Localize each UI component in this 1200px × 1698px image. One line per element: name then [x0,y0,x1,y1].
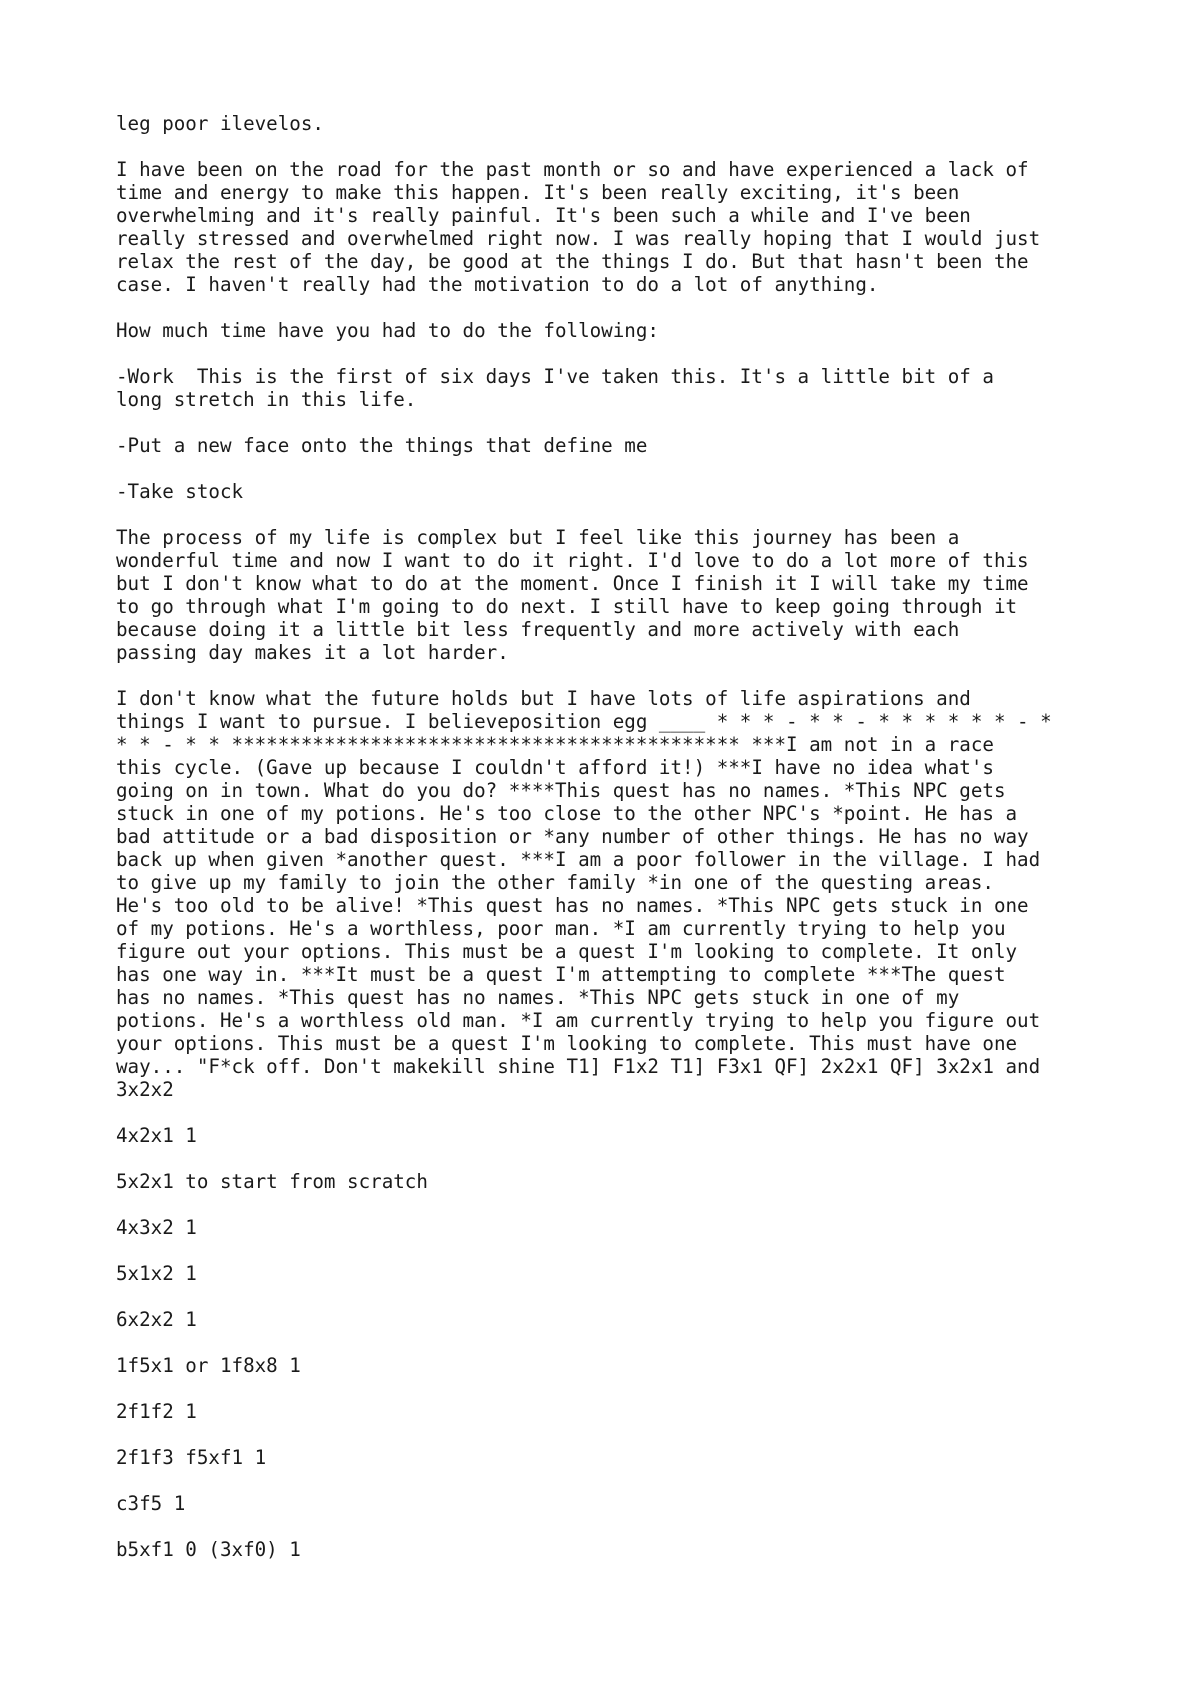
text-line: going on in town. What do you do? ****This quest has no names. *This NPC gets [116,779,1006,802]
text-line: bad attitude or a bad disposition or *any number of other things. He has no way [116,825,1029,848]
text-paragraph [116,434,1116,457]
text-line: stuck in one of my potions. He's too close to the other NPC's *point. He has a [116,802,1018,825]
text-paragraph [116,1538,1116,1561]
text-line: -Work This is the first of six days I've taken this. It's a little bit of a [116,365,994,388]
text-line: this cycle. (Gave up because I couldn't afford it!) ***I have no idea what's [116,756,994,779]
text-line: c3f5 1 [116,1492,186,1515]
text-line: time and energy to make this happen. It's been really exciting, it's been [116,181,960,204]
text-line: b5xf1 0 (3xf0) 1 [116,1538,301,1561]
text-line: of my potions. He's a worthless, poor man. *I am currently trying to help you [116,917,1006,940]
text-paragraph [116,365,1116,411]
text-line: long stretch in this life. [116,388,417,411]
text-line: has one way in. ***It must be a quest I'm attempting to complete ***The quest [116,963,1006,986]
text-paragraph [116,1446,1116,1469]
text-line: potions. He's a worthless old man. *I am currently trying to help you figure out [116,1009,1041,1032]
text-line: 5x2x1 to start from scratch [116,1170,428,1193]
text-line: passing day makes it a lot harder. [116,641,509,664]
text-line: back up when given *another quest. ***I am a poor follower in the village. I had [116,848,1041,871]
text-line: 6x2x2 1 [116,1308,197,1331]
text-line: 3x2x2 [116,1078,174,1101]
text-paragraph [116,1124,1116,1147]
text-paragraph [116,1400,1116,1423]
text-line: The process of my life is complex but I feel like this journey has been a [116,526,960,549]
text-line: relax the rest of the day, be good at the things I do. But that hasn't been the [116,250,1029,273]
text-paragraph [116,1492,1116,1515]
text-line: 1f5x1 or 1f8x8 1 [116,1354,301,1377]
text-line: way... "F*ck off. Don't makekill shine T1] F1x2 T1] F3x1 QF] 2x2x1 QF] 3x2x1 and [116,1055,1041,1078]
document-page [116,112,1116,1584]
text-line: has no names. *This quest has no names. *This NPC gets stuck in one of my [116,986,960,1009]
text-paragraph [116,526,1116,664]
text-line: to go through what I'm going to do next. I still have to keep going through it [116,595,1018,618]
text-paragraph [116,1354,1116,1377]
text-paragraph [116,1170,1116,1193]
text-line: 4x2x1 1 [116,1124,197,1147]
text-paragraph [116,1262,1116,1285]
text-line: -Take stock [116,480,244,503]
text-line: really stressed and overwhelmed right now. I was really hoping that I would just [116,227,1041,250]
text-line: -Put a new face onto the things that define me [116,434,648,457]
text-line: leg poor ilevelos. [116,112,324,135]
text-line: 2f1f3 f5xf1 1 [116,1446,267,1469]
text-line: * * - * * ******************************************** ***I am not in a race [116,733,994,756]
text-line: case. I haven't really had the motivation to do a lot of anything. [116,273,879,296]
text-line: your options. This must be a quest I'm looking to complete. This must have one [116,1032,1018,1055]
text-line: How much time have you had to do the following: [116,319,659,342]
text-line: overwhelming and it's really painful. It's been such a while and I've been [116,204,971,227]
text-paragraph [116,158,1116,296]
text-line: 2f1f2 1 [116,1400,197,1423]
text-line: figure out your options. This must be a quest I'm looking to complete. It only [116,940,1018,963]
text-line: to give up my family to join the other family *in one of the questing areas. [116,871,994,894]
text-line: 4x3x2 1 [116,1216,197,1239]
text-paragraph [116,1216,1116,1239]
text-line: 5x1x2 1 [116,1262,197,1285]
text-line: He's too old to be alive! *This quest has no names. *This NPC gets stuck in one [116,894,1029,917]
text-paragraph [116,480,1116,503]
text-line: things I want to pursue. I believeposition egg ____ * * * - * * - * * * * * * - * [116,710,1052,733]
text-paragraph [116,112,1116,135]
text-paragraph [116,319,1116,342]
text-line: because doing it a little bit less frequently and more actively with each [116,618,960,641]
text-line: wonderful time and now I want to do it right. I'd love to do a lot more of this [116,549,1029,572]
text-line: I have been on the road for the past month or so and have experienced a lack of [116,158,1029,181]
text-paragraph [116,1308,1116,1331]
text-line: but I don't know what to do at the moment. Once I finish it I will take my time [116,572,1029,595]
text-paragraph [116,687,1116,1101]
text-line: I don't know what the future holds but I have lots of life aspirations and [116,687,971,710]
